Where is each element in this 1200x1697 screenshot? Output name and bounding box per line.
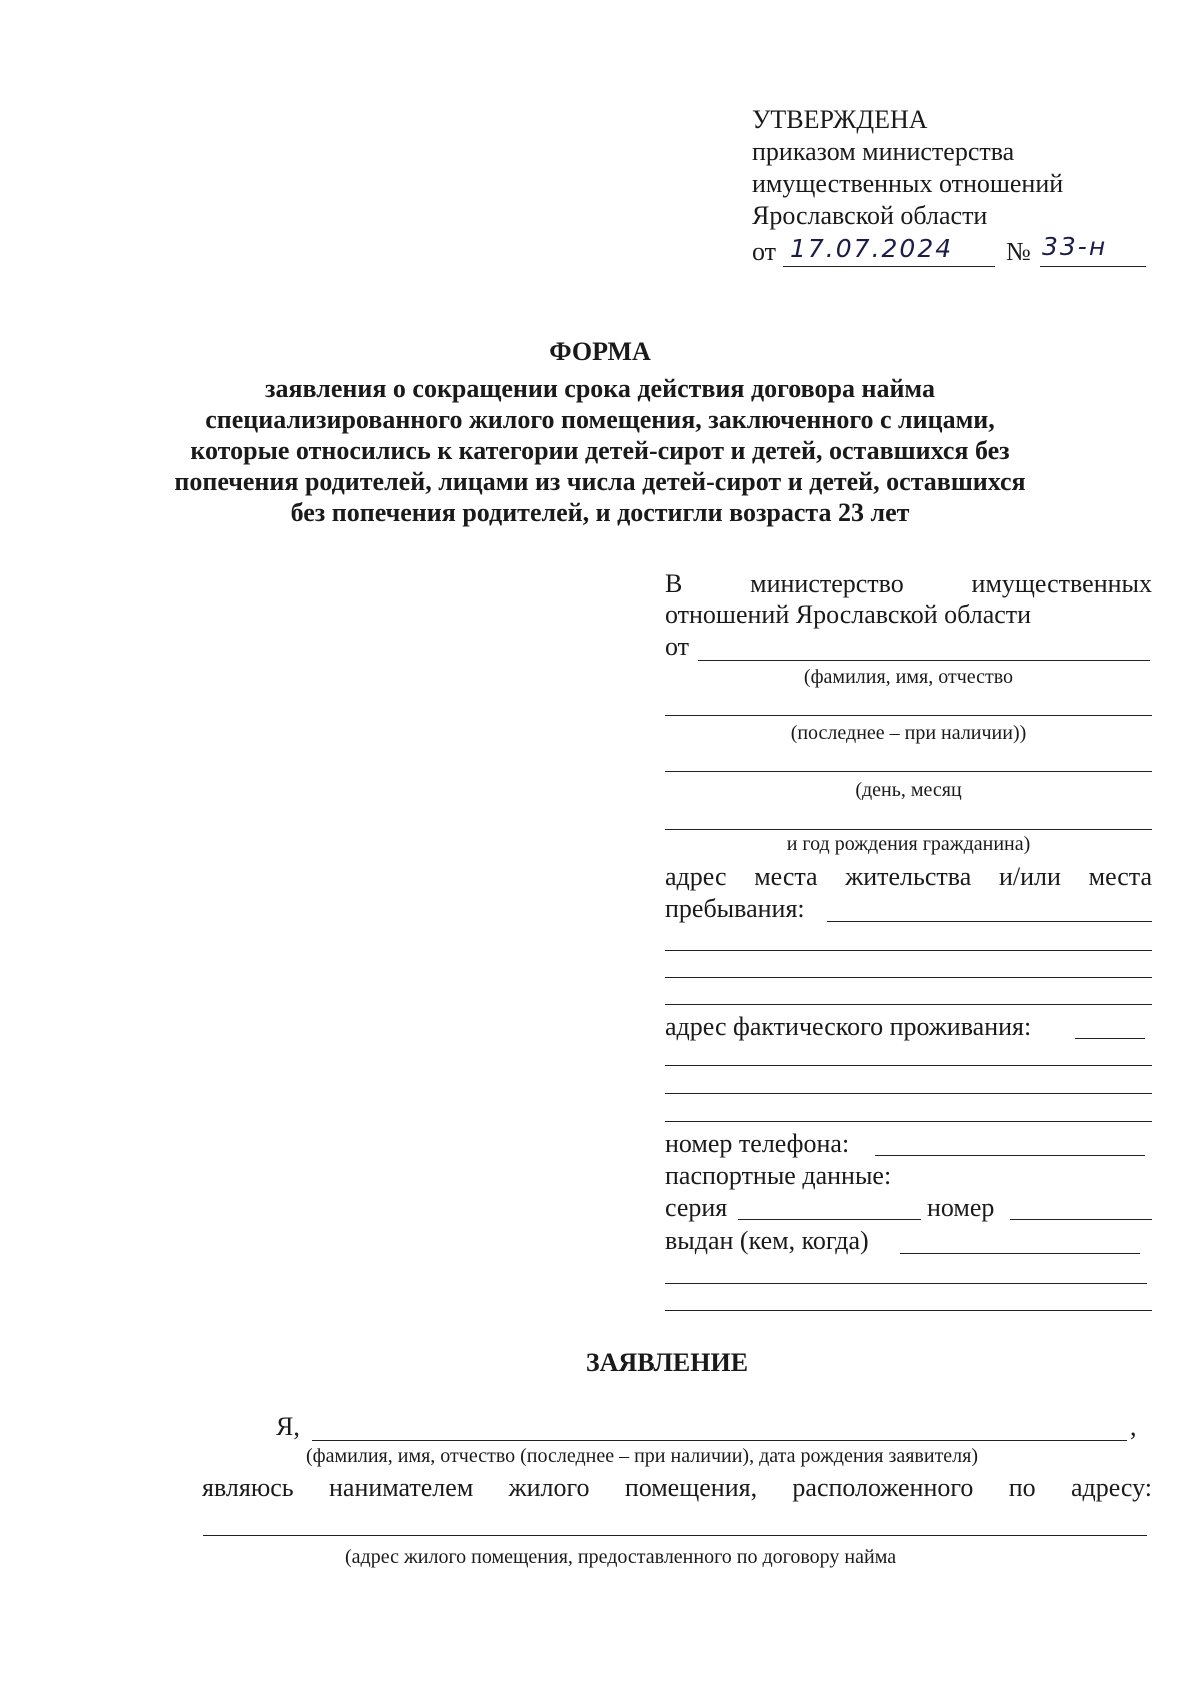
tenant-line [202, 1472, 1152, 1504]
issued-line [900, 1253, 1140, 1254]
tenant-address-line [203, 1535, 1147, 1536]
issued-extra-line [665, 1283, 1147, 1284]
caption-year: и год рождения гражданина) [786, 833, 1031, 855]
residence-extra-line [665, 950, 1152, 951]
approval-number-handwritten: 33-н [1042, 232, 1108, 261]
caption-applicant: (фамилия, имя, отчество (последнее – при наличии), дата рождения заявителя) [306, 1445, 979, 1467]
addressee-word: В [665, 569, 683, 598]
approval-number-line [1040, 266, 1146, 267]
residence-line-1 [665, 861, 1152, 893]
number-label: номер [927, 1193, 995, 1222]
tenant-word: по [1008, 1473, 1036, 1502]
approval-number-prefix: № [1006, 237, 1031, 266]
approval-heading: УТВЕРЖДЕНА [752, 105, 928, 134]
addressee-word: министерство [750, 569, 904, 598]
residence-extra-line [665, 1004, 1152, 1005]
passport-label: паспортные данные: [665, 1161, 892, 1190]
form-subtitle-line: заявления о сокращении срока действия договора найма [265, 374, 935, 403]
from-label: от [665, 632, 690, 661]
actual-address-label: адрес фактического проживания: [665, 1012, 1032, 1041]
approval-date-line [783, 266, 995, 267]
phone-label: номер телефона: [665, 1129, 850, 1158]
tenant-word: жилого [508, 1473, 590, 1502]
approval-block [752, 104, 1152, 232]
number-line [1010, 1219, 1152, 1220]
residence-word: места [1088, 862, 1153, 891]
residence-word: адрес [665, 862, 727, 891]
tenant-word: адресу: [1070, 1473, 1153, 1502]
tenant-word: помещения, [624, 1473, 758, 1502]
addressee-word: имущественных [971, 569, 1152, 598]
birth-line-1 [665, 771, 1152, 772]
tenant-word: расположенного [792, 1473, 974, 1502]
tenant-word: являюсь [202, 1473, 294, 1502]
applicant-comma: , [1130, 1412, 1137, 1441]
form-subtitle-line: которые относились к категории детей-сирот и детей, оставшихся без [190, 436, 1010, 465]
residence-word: жительства [845, 862, 972, 891]
series-label: серия [665, 1193, 728, 1222]
actual-address-extra-line [665, 1065, 1152, 1066]
form-title-block [0, 336, 1200, 528]
caption-fio: (фамилия, имя, отчество [803, 666, 1014, 688]
residence-label: пребывания: [665, 894, 805, 923]
fio-line-2 [665, 715, 1152, 716]
approval-date-handwritten: 17.07.2024 [790, 234, 954, 263]
residence-word: и/или [998, 862, 1061, 891]
actual-address-extra-line [665, 1121, 1152, 1122]
applicant-label: Я, [276, 1412, 300, 1441]
residence-line [827, 921, 1152, 922]
form-subtitle-line: без попечения родителей, и достигли возраста 23 лет [290, 498, 910, 527]
form-subtitle-line: попечения родителей, лицами из числа детей-сирот и детей, оставшихся [174, 467, 1026, 496]
series-line [738, 1219, 921, 1220]
actual-address-extra-line [665, 1093, 1152, 1094]
caption-day: (день, месяц [855, 779, 962, 801]
caption-last: (последнее – при наличии)) [790, 722, 1027, 744]
addressee-line-1 [665, 568, 1152, 600]
residence-extra-line [665, 977, 1152, 978]
form-title: ФОРМА [549, 337, 651, 366]
phone-line [875, 1155, 1145, 1156]
from-fio-line [698, 660, 1150, 661]
residence-word: места [754, 862, 818, 891]
birth-line-2 [665, 829, 1152, 830]
issued-extra-line [665, 1310, 1152, 1311]
form-subtitle-line: специализированного жилого помещения, заключенного с лицами, [205, 405, 995, 434]
approval-line: приказом министерства [752, 137, 1015, 166]
addressee-line-2: отношений Ярославской области [665, 600, 1032, 629]
issued-label: выдан (кем, когда) [665, 1226, 869, 1255]
actual-address-line [1075, 1038, 1145, 1039]
applicant-line [312, 1440, 1127, 1441]
approval-line: имущественных отношений [752, 169, 1064, 198]
approval-line: Ярославской области [752, 201, 988, 230]
caption-address: (адрес жилого помещения, предоставленного по договору найма [345, 1546, 897, 1568]
tenant-word: нанимателем [328, 1473, 474, 1502]
statement-heading: ЗАЯВЛЕНИЕ [585, 1348, 749, 1377]
approval-date-prefix: от [752, 237, 777, 266]
